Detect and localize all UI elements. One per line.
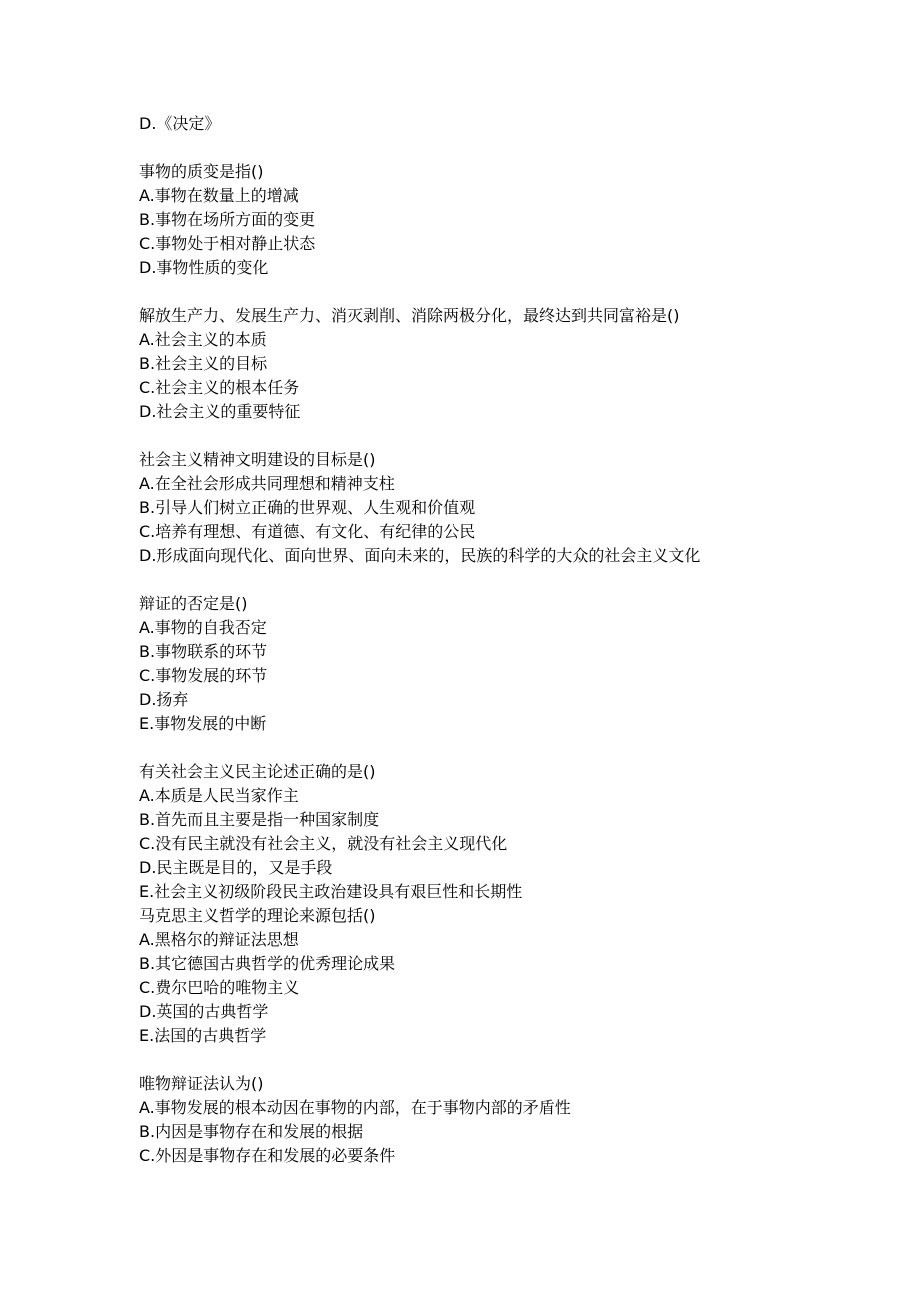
option-text: D.《决定》 — [139, 114, 221, 133]
question-stem: 社会主义精神文明建设的目标是() — [139, 450, 376, 469]
question-block — [139, 448, 859, 568]
option-text: D.民主既是目的，又是手段 — [139, 858, 333, 877]
question-stem: 唯物辩证法认为() — [139, 1074, 264, 1093]
option-text: A.本质是人民当家作主 — [139, 786, 299, 805]
document-page — [139, 112, 859, 1168]
option-text: E.法国的古典哲学 — [139, 1026, 267, 1045]
option-text: C.培养有理想、有道德、有文化、有纪律的公民 — [139, 522, 476, 541]
question-block — [139, 1072, 859, 1168]
option-text: C.没有民主就没有社会主义，就没有社会主义现代化 — [139, 834, 508, 853]
option-text: C.外因是事物存在和发展的必要条件 — [139, 1146, 396, 1165]
option-text: E.社会主义初级阶段民主政治建设具有艰巨性和长期性 — [139, 882, 523, 901]
question-stem: 解放生产力、发展生产力、消灭剥削、消除两极分化，最终达到共同富裕是() — [139, 306, 680, 325]
question-block — [139, 592, 859, 736]
question-stem: 辩证的否定是() — [139, 594, 248, 613]
question-block — [139, 112, 859, 136]
option-text: A.事物发展的根本动因在事物的内部，在于事物内部的矛盾性 — [139, 1098, 571, 1117]
option-text: B.事物联系的环节 — [139, 642, 268, 661]
question-block — [139, 304, 859, 424]
question-block — [139, 904, 859, 1048]
option-text: C.费尔巴哈的唯物主义 — [139, 978, 300, 997]
option-text: D.扬弃 — [139, 690, 189, 709]
option-text: A.社会主义的本质 — [139, 330, 267, 349]
question-block — [139, 760, 859, 904]
option-text: B.内因是事物存在和发展的根据 — [139, 1122, 364, 1141]
option-text: C.事物处于相对静止状态 — [139, 234, 316, 253]
option-text: A.黑格尔的辩证法思想 — [139, 930, 299, 949]
option-text: D.英国的古典哲学 — [139, 1002, 269, 1021]
option-text: D.社会主义的重要特征 — [139, 402, 301, 421]
question-stem: 马克思主义哲学的理论来源包括() — [139, 906, 376, 925]
question-stem: 有关社会主义民主论述正确的是() — [139, 762, 376, 781]
option-text: B.其它德国古典哲学的优秀理论成果 — [139, 954, 396, 973]
option-text: B.首先而且主要是指一种国家制度 — [139, 810, 380, 829]
option-text: A.事物的自我否定 — [139, 618, 267, 637]
option-text: D.事物性质的变化 — [139, 258, 269, 277]
option-text: D.形成面向现代化、面向世界、面向未来的，民族的科学的大众的社会主义文化 — [139, 546, 701, 565]
question-block — [139, 160, 859, 280]
option-text: E.事物发展的中断 — [139, 714, 267, 733]
option-text: B.引导人们树立正确的世界观、人生观和价值观 — [139, 498, 476, 517]
option-text: C.社会主义的根本任务 — [139, 378, 300, 397]
option-text: B.事物在场所方面的变更 — [139, 210, 316, 229]
question-stem: 事物的质变是指() — [139, 162, 264, 181]
option-text: A.在全社会形成共同理想和精神支柱 — [139, 474, 395, 493]
option-text: A.事物在数量上的增减 — [139, 186, 299, 205]
option-text: C.事物发展的环节 — [139, 666, 268, 685]
option-text: B.社会主义的目标 — [139, 354, 268, 373]
